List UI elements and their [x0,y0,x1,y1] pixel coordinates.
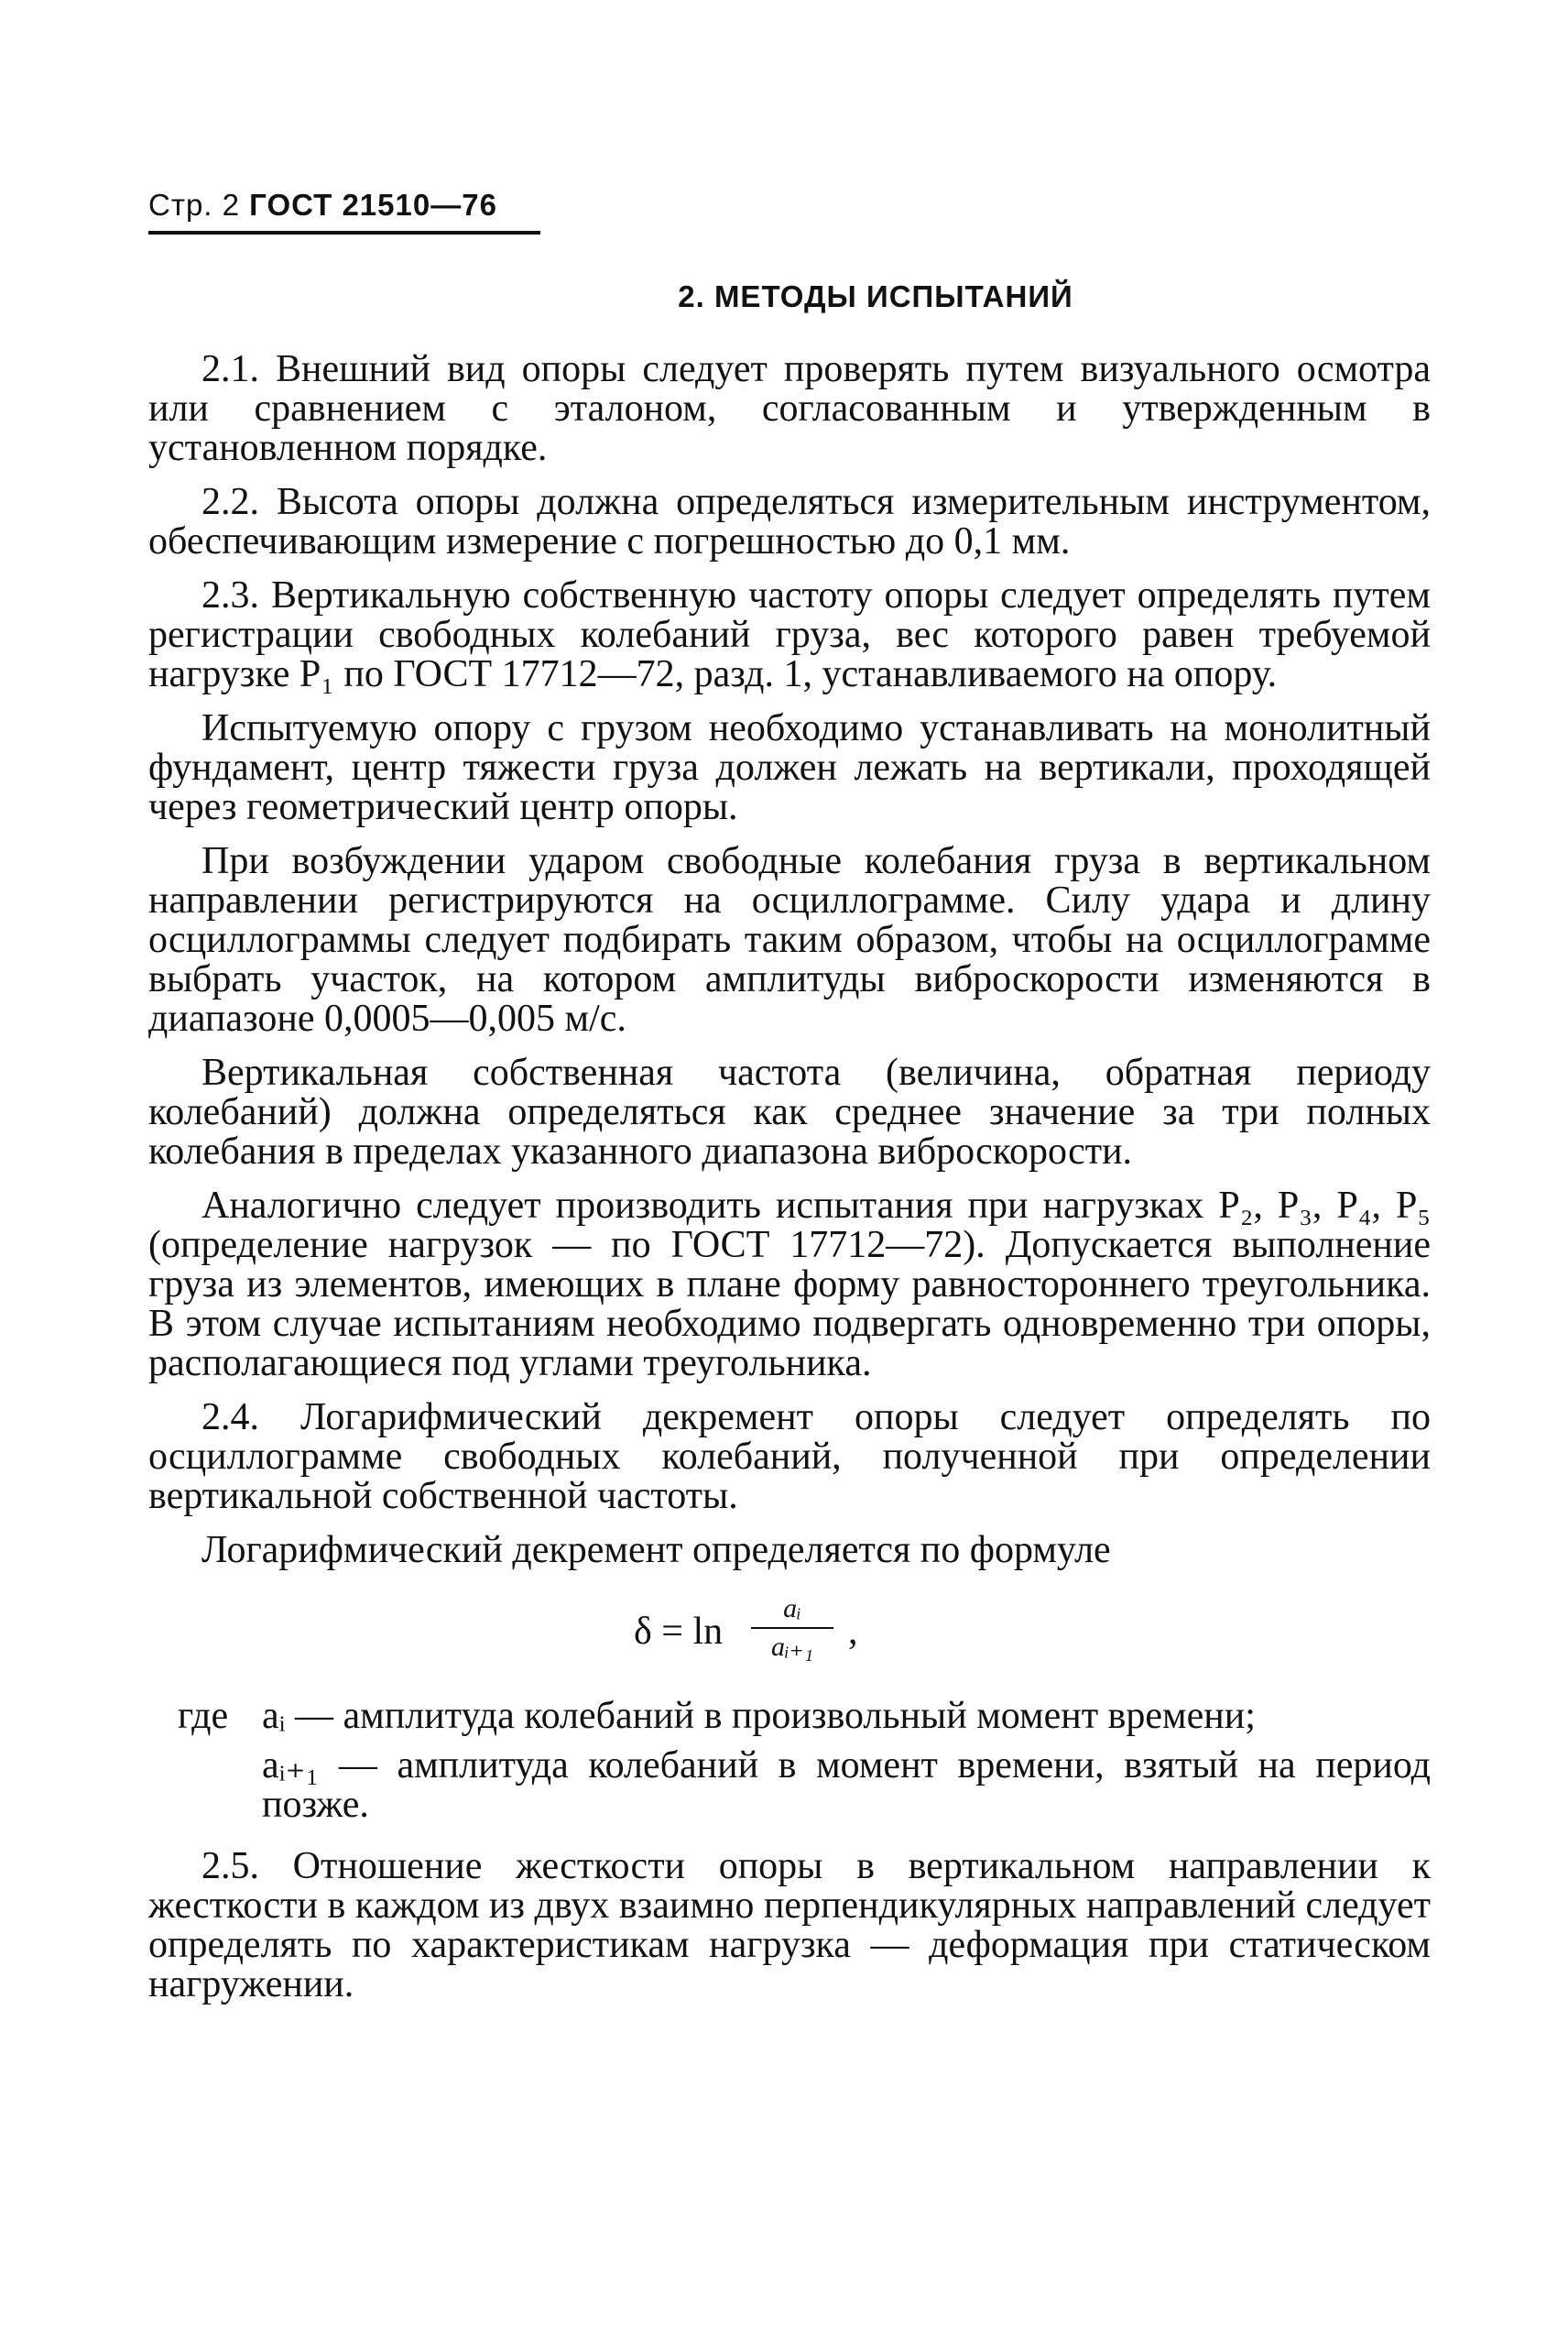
paragraph-2-4: 2.4. Логарифмический декремент опоры следует определять по осциллограмме свободных колебаний, полученной при определении вертикальной собственной частоты. [148,1396,1431,1517]
decrement-formula [148,1585,1431,1686]
standard-number: ГОСТ 21510—76 [249,188,497,222]
paragraph-excitation: При возбуждении ударом свободные колебания груза в вертикальном направлении регистрируются на осциллограмме. Силу удара и длину осциллограммы следует подбирать таким образом, чтобы на осциллограмме выбрать участок, на котором амплитуды виброскорости изменяются в диапазоне 0,0005—0,005 м/с. [148,840,1431,1040]
paragraph-2-2: 2.2. Высота опоры должна определяться измерительным инструментом, обеспечивающим измерение с погрешностью до 0,1 мм. [148,481,1431,563]
document-body [148,350,1431,2019]
header-rule [148,231,540,235]
paragraph-2-1: 2.1. Внешний вид опоры следует проверять путем визуального осмотра или сравнением с эталоном, согласованным и утвержденным в установленном порядке. [148,348,1431,469]
paragraph-mounting: Испытуемую опору с грузом необходимо устанавливать на монолитный фундамент, центр тяжести груза должен лежать на вертикали, проходящей через геометрический центр опоры. [148,707,1431,828]
where-text-1: aᵢ — амплитуда колебаний в произвольный момент времени; [262,1695,1256,1737]
formula-intro: Логарифмический декремент определяется по формуле [201,1529,1111,1571]
paragraph-frequency: Вертикальная собственная частота (величина, обратная периоду колебаний) должна определяться как среднее значение за три полных колебания в пределах указанного диапазона виброскорости. [148,1052,1431,1173]
paragraph-loads: Аналогично следует производить испытания при нагрузках P₂, P₃, P₄, P₅ (определение нагрузок — по ГОСТ 17712—72). Допускается выполнение груза из элементов, имеющих в плане форму равностороннего треугольника. В этом случае испытаниям необходимо подвергать одновременно три опоры, располагающиеся под углами треугольника. [148,1185,1431,1384]
formula-denominator: aᵢ₊₁ [770,1632,813,1662]
section-title: 2. МЕТОДЫ ИСПЫТАНИЙ [678,279,1073,313]
paragraph-2-3: 2.3. Вертикальную собственную частоту опоры следует определять путем регистрации свободных колебаний груза, вес которого равен требуемой нагрузке P₁ по ГОСТ 17712—72, разд. 1, устанавливаемого на опору. [148,574,1431,695]
formula-numerator: aᵢ [783,1593,801,1623]
fraction-bar [751,1627,833,1629]
page-header [148,188,497,223]
formula-comma: , [848,1611,858,1653]
where-lead: где [178,1695,229,1737]
where-item-1 [148,1697,1431,1741]
formula-lhs: δ = ln [634,1611,724,1653]
page-label: Стр. 2 [148,188,240,222]
where-text-2: aᵢ₊₁ — амплитуда колебаний в момент времени, взятый на период позже. [262,1744,1431,1826]
where-item-2 [148,1746,1431,1829]
formula-fraction [751,1592,833,1664]
paragraph-2-5: 2.5. Отношение жесткости опоры в вертикальном направлении к жесткости в каждом из двух взаимно перпендикулярных направлений следует определять по характеристикам нагрузка — деформация при статическом нагружении. [148,1845,1431,2005]
